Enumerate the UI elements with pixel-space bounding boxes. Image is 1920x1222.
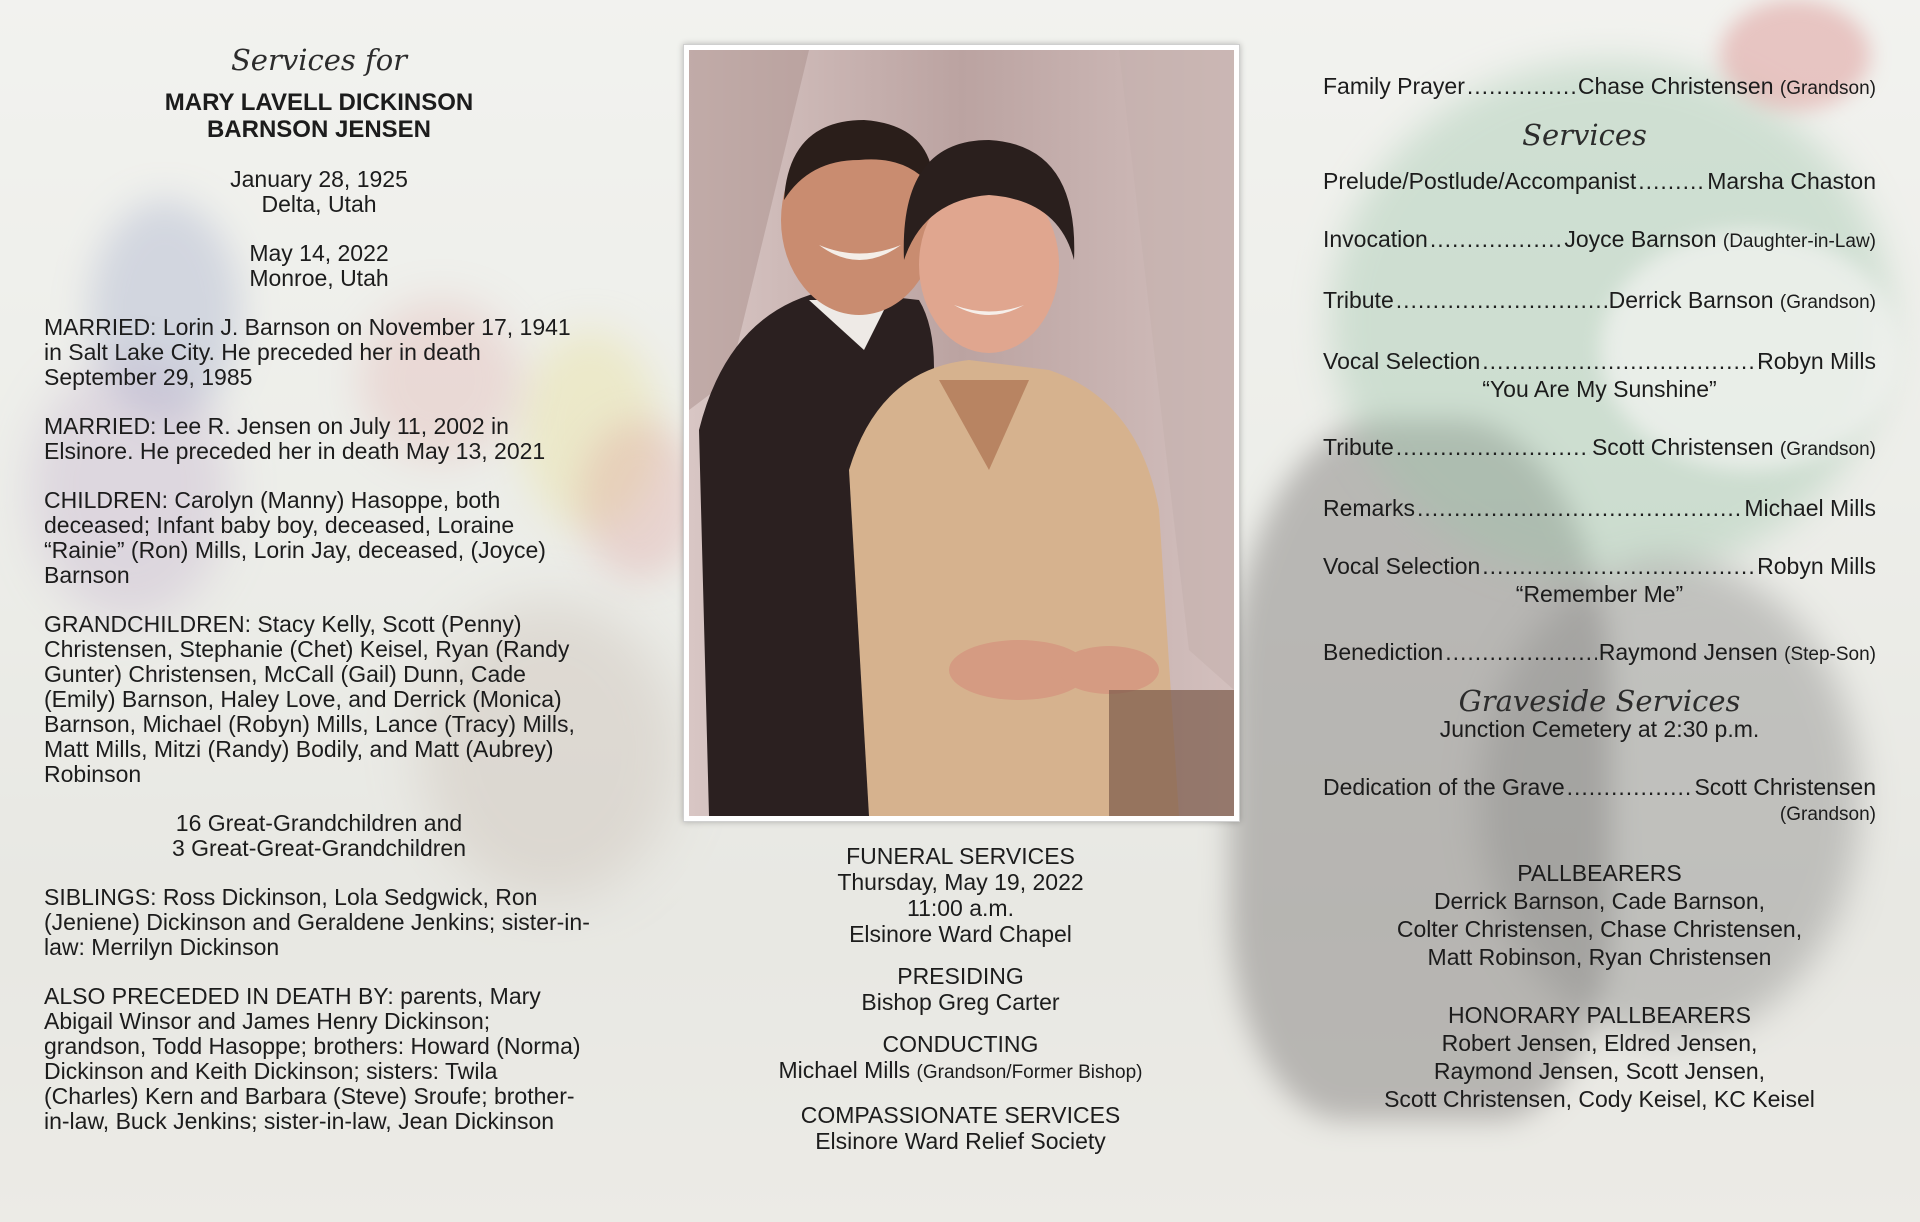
program-row-remarks: Remarks ..... Michael Mills <box>1323 494 1876 522</box>
program-row-tribute-1: Tribute ..... Derrick Barnson (Grandson) <box>1323 286 1876 317</box>
obituary-column <box>44 43 594 1134</box>
program-row-family-prayer: Family Prayer ..... Chase Christensen (Grandson) <box>1323 72 1876 103</box>
children-paragraph: CHILDREN: Carolyn (Manny) Hasoppe, both deceased; Infant baby boy, deceased, Loraine “Rainie” (Ron) Mills, Lorin Jay, deceased, (Joyce) Barnson <box>44 487 546 588</box>
great-grandchildren: 16 Great-Grandchildren and 3 Great-Great-Grandchildren <box>171 810 466 861</box>
siblings-paragraph: SIBLINGS: Ross Dickinson, Lola Sedgwick, Ron (Jeniene) Dickinson and Geraldene Jenkins; sister-in-law: Merrilyn Dickinson <box>44 884 590 960</box>
death-info: May 14, 2022 Monroe, Utah <box>249 240 389 291</box>
services-for-heading: Services for <box>230 43 408 77</box>
compassionate-heading: COMPASSIONATE SERVICES <box>800 1102 1121 1128</box>
program-row-vocal-1: Vocal Selection ..... Robyn Mills <box>1323 347 1876 375</box>
birth-info: January 28, 1925 Delta, Utah <box>230 166 408 217</box>
conducting-line: Michael Mills (Grandson/Former Bishop) <box>778 1057 1143 1083</box>
funeral-time: 11:00 a.m. <box>907 895 1014 921</box>
preceded-paragraph: ALSO PRECEDED IN DEATH BY: parents, Mary Abigail Winsor and James Henry Dickinson; grandson, Todd Hasoppe; brothers: Howard (Norma) Dickinson and Keith Dickinson; sisters: Twila (Charles) Kern and Barbara (Steve) Sroufe; brother-in-law, Buck Jenkins; sister-in-law, Jean Dickinson <box>44 983 581 1134</box>
portrait-photo-frame <box>683 44 1240 822</box>
presiding-heading: PRESIDING <box>897 963 1024 989</box>
program-row-invocation: Invocation ..... Joyce Barnson (Daughter-in-Law) <box>1323 225 1876 256</box>
vocal-1-song: “You Are My Sunshine” <box>1482 376 1717 402</box>
married-paragraph-1: MARRIED: Lorin J. Barnson on November 17, 1941 in Salt Lake City. He preceded her in death September 29, 1985 <box>44 314 571 390</box>
married-paragraph-2: MARRIED: Lee R. Jensen on July 11, 2002 in Elsinore. He preceded her in death May 13, 2021 <box>44 413 546 464</box>
honorary-pallbearers: HONORARY PALLBEARERS Robert Jensen, Eldred Jensen, Raymond Jensen, Scott Jensen, Scott Christensen, Cody Keisel, KC Keisel <box>1384 1002 1815 1112</box>
funeral-date: Thursday, May 19, 2022 <box>837 869 1084 895</box>
program-row-benediction: Benediction ..... Raymond Jensen (Step-Son) <box>1323 638 1876 669</box>
couple-portrait-photo <box>689 50 1234 816</box>
program-row-prelude: Prelude/Postlude/Accompanist ..... Marsha Chaston <box>1323 167 1876 195</box>
funeral-place: Elsinore Ward Chapel <box>849 921 1072 947</box>
program-row-vocal-2: Vocal Selection ..... Robyn Mills <box>1323 552 1876 580</box>
pallbearers: PALLBEARERS Derrick Barnson, Cade Barnson, Colter Christensen, Chase Christensen, Matt Robinson, Ryan Christensen <box>1396 860 1803 970</box>
vocal-2-song: “Remember Me” <box>1515 581 1684 607</box>
deceased-name: MARY LAVELL DICKINSON BARNSON JENSEN <box>164 89 474 143</box>
graveside-services-heading: Graveside Services <box>1458 684 1741 718</box>
program-column <box>1323 72 1876 1113</box>
services-heading: Services <box>1522 118 1647 152</box>
program-row-tribute-2: Tribute ..... Scott Christensen (Grandson) <box>1323 433 1876 464</box>
grandchildren-paragraph: GRANDCHILDREN: Stacy Kelly, Scott (Penny) Christensen, Stephanie (Chet) Keisel, Ryan (Randy Gunter) Christensen, McCall (Gail) Dunn, Cade (Emily) Barnson, Haley Love, and Derrick (Monica) Barnson, Michael (Robyn) Mills, Lance (Tracy) Mills, Matt Mills, Mitzi (Randy) Bodily, and Matt (Aubrey) Robinson <box>44 611 575 787</box>
graveside-place: Junction Cemetery at 2:30 p.m. <box>1439 716 1760 742</box>
funeral-details <box>698 843 1223 1154</box>
funeral-services-heading: FUNERAL SERVICES <box>846 843 1075 869</box>
portrait-illustration <box>689 50 1234 816</box>
program-row-dedication: Dedication of the Grave ..... Scott Christensen <box>1323 773 1876 801</box>
conducting-heading: CONDUCTING <box>882 1031 1039 1057</box>
dedication-note: (Grandson) <box>1779 804 1876 825</box>
compassionate-name: Elsinore Ward Relief Society <box>815 1128 1106 1154</box>
presiding-name: Bishop Greg Carter <box>861 989 1060 1015</box>
